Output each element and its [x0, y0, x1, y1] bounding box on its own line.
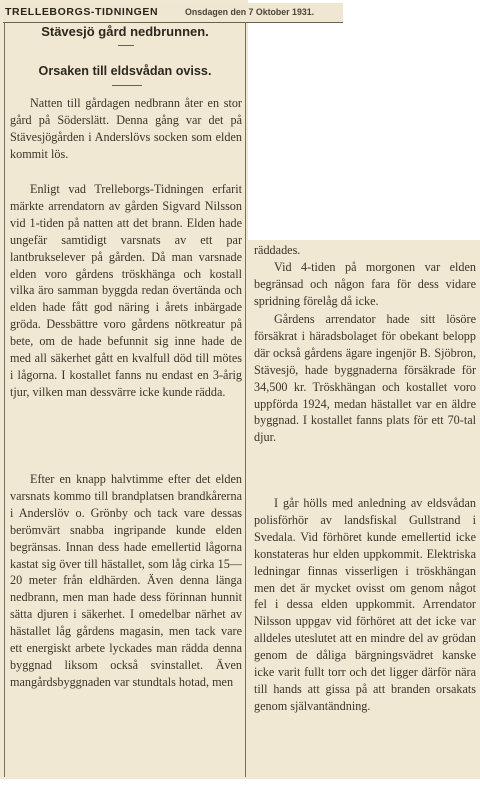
- article-subheadline: Orsaken till eldsvådan oviss.: [38, 64, 212, 78]
- newspaper-masthead: [3, 3, 343, 23]
- paragraph: Natten till gårdagen nedbrann åter en stor gård på Söderslätt. Denna gång var det på Stävesjögården i Anderslövs socken som elden kommit lös.: [10, 96, 242, 161]
- paragraph: Gårdens arrendator hade sitt lösöre försäkrat i häradsbolaget för obekant belopp där också gårdens ägare ingenjör B. Sjöbron, Stävesjö, hade byggnaderna försäkrade för 34,500 kr. Tröskhängan och kostallet voro uppförda 1924, medan hästallet var en äldre byggnad. I kostallet fanns plats för ett 70-tal djur.: [254, 312, 476, 445]
- column-rule-right: [245, 22, 246, 777]
- paragraph: Vid 4-tiden på morgonen var elden begränsad och någon fara för dess vidare spridning förelåg då icke.: [254, 260, 476, 308]
- article-column-right: [248, 240, 480, 779]
- subheadline-divider: [112, 85, 142, 86]
- article-headline: Stävesjö gård nedbrunnen.: [41, 24, 209, 39]
- paragraph: Enligt vad Trelleborgs-Tidningen erfarit märkte arrendatorn av gården Sigvard Nilsson vid 1-tiden på natten att det brann. Elden hade ungefär samtidigt varsnats av ett par lantbrukselever på gården. Då man varsnade elden voro gårdens tröskhänga och kostall vilka äro samman byggda redan övertända och elden hade fått god näring i årets inbärgade gröda. Dessbättre voro gårdens nötkreatur på bete, om de hade befunnit sig inne hade de med all säkerhet gått en kvalfull död till mötes i lågorna. I kostallet fanns nu endast en 3-årig tjur, vilken man dessvärre icke kunde rädda.: [10, 182, 242, 399]
- issue-date: Onsdagen den 7 Oktober 1931.: [185, 7, 315, 17]
- paragraph: Efter en knapp halvtimme efter det elden varsnats kommo till brandplatsen brandkårerna i Anderslöv o. Grönby och tack vare dessas berömvärt snabba ingripande kunde elden begränsas. Innan dess hade emellertid lågorna kastat sig över till hästallet, som låg cirka 15—20 meter från eldhärden. Även denna länga nedbrann, men man hade dess förinnan hunnit sätta djuren i säkerhet. I omedelbar närhet av hästallet låg gårdens magasin, men tack vare ett energiskt arbete lyckades man rädda denna byggnad liksom också svinstallet. Även mangårdsbyggnaden var stundtals hotad, men: [10, 472, 242, 689]
- headline-divider: [118, 45, 134, 46]
- paragraph: räddades.: [254, 243, 301, 257]
- paragraph: I går hölls med anledning av eldsvådan polisförhör av landsfiskal Gullstrand i Svedala. Vid förhöret kunde emellertid icke konstateras hur elden uppkommit. Elektriska ledningar finnas visserligen i tröskhängan men det är mycket ovisst om genom något fel i dessa elden uppkommit. Arrendator Nilsson uppgav vid förhöret att det icke var alldeles uteslutet att en mindre del av grödan genom de dåliga bärgningsvädret kanske icke varit fullt torr och det ligger därför nära till hands att gissa på att branden orsakats genom självantändning.: [254, 496, 476, 713]
- newspaper-name: TRELLEBORGS-TIDNINGEN: [5, 6, 159, 18]
- column-rule-left: [4, 22, 5, 777]
